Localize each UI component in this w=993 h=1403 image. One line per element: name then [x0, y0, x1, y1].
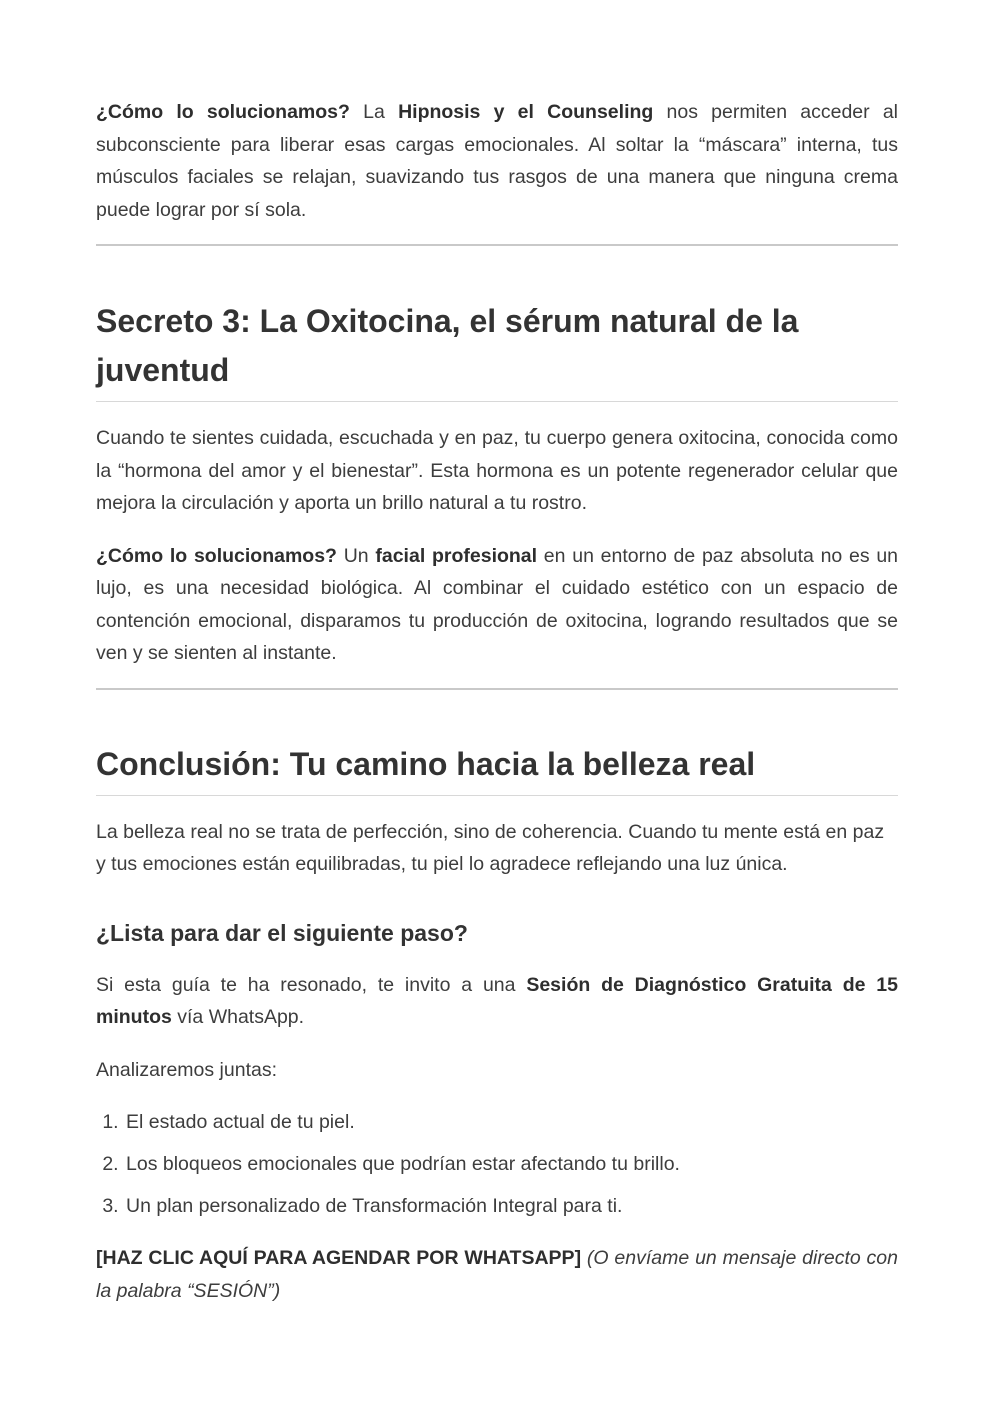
list-item: 1. El estado actual de tu piel.	[124, 1106, 898, 1138]
section-divider	[96, 244, 898, 246]
intro-question-label: ¿Cómo lo solucionamos?	[96, 101, 350, 123]
whatsapp-booking-link[interactable]: HAZ CLIC AQUÍ PARA AGENDAR POR WHATSAPP	[102, 1247, 575, 1269]
intro-paragraph	[96, 96, 898, 226]
intro-text-2: nos permiten acceder al subconsciente para liberar esas cargas emocionales. Al soltar la “máscara” interna, tus músculos faciales se relajan, suavizando tus rasgos de una manera que ninguna crema puede lograr por sí sola.	[96, 101, 899, 221]
conclusion-heading: Conclusión: Tu camino hacia la belleza real	[96, 740, 898, 796]
secret3-question-label: ¿Cómo lo solucionamos?	[96, 544, 337, 567]
secret3-paragraph-2	[96, 540, 898, 670]
secret3-text-2: en un entorno de paz absoluta no es un lujo, es una necesidad biológica. Al combinar el cuidado estético con un espacio de contención emocional, disparamos tu producción de oxitocina, logrando resultados que se ven y se sienten al instante.	[96, 544, 899, 664]
secret3-text-1: Un	[336, 544, 376, 567]
invite-text-2: vía WhatsApp.	[171, 1006, 305, 1028]
invite-text-1: Si esta guía te ha resonado, te invito a una	[96, 973, 527, 996]
cta-bracket-open: [	[96, 1247, 103, 1269]
invite-paragraph	[96, 969, 898, 1034]
intro-bold-text: Hipnosis y el Counseling	[398, 101, 654, 123]
cta-bracket-close: ]	[574, 1247, 582, 1269]
secret3-bold-text: facial profesional	[375, 544, 538, 567]
next-step-subheading: ¿Lista para dar el siguiente paso?	[96, 919, 468, 946]
list-item: 3. Un plan personalizado de Transformación Integral para ti.	[124, 1190, 898, 1222]
list-item: 2. Los bloqueos emocionales que podrían estar afectando tu brillo.	[124, 1148, 898, 1180]
analysis-intro: Analizaremos juntas:	[96, 1058, 278, 1081]
intro-text-1: La	[349, 101, 399, 123]
secret3-heading: Secreto 3: La Oxitocina, el sérum natural de la juventud	[96, 297, 898, 402]
conclusion-paragraph-1: La belleza real no se trata de perfección, sino de coherencia. Cuando tu mente está en paz y tus emociones están equilibradas, tu piel lo agradece reflejando una luz única.	[96, 820, 885, 875]
secret3-paragraph-1: Cuando te sientes cuidada, escuchada y en paz, tu cuerpo genera oxitocina, conocida como la “hormona del amor y el bienestar”. Esta hormona es un potente regenerador celular que mejora la circulación y aporta un brillo natural a tu rostro.	[96, 427, 898, 514]
analysis-list	[96, 1106, 898, 1222]
invite-bold-text: Sesión de Diagnóstico Gratuita de 15 minutos	[96, 973, 898, 1028]
cta-paragraph	[96, 1242, 898, 1307]
section-divider	[96, 688, 898, 690]
cta-note: (O envíame un mensaje directo con la palabra “SESIÓN”)	[96, 1247, 898, 1302]
